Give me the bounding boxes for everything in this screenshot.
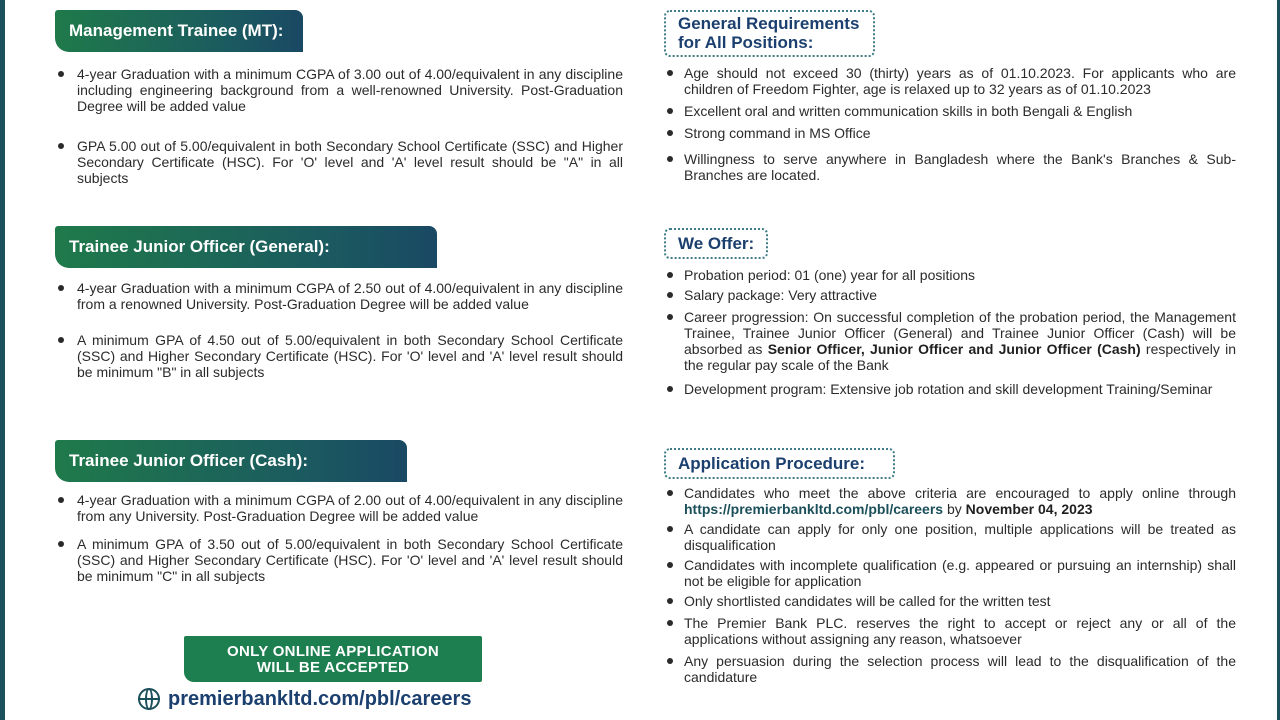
career-text-bold: Senior Officer, Junior Officer and Junior Officer (Cash) [767, 341, 1141, 357]
application-procedure-list [664, 485, 1236, 685]
list-item: Age should not exceed 30 (thirty) years as of 01.10.2023. For applicants who are children of Freedom Fighter, age is relaxed up to 32 years as of 01.10.2023 [664, 65, 1236, 97]
list-item: 4-year Graduation with a minimum CGPA of 2.50 out of 4.00/equivalent in any discipline from a renowned University. Post-Graduation Degree will be added value [55, 280, 623, 312]
list-item: Any persuasion during the selection process will lead to the disqualification of the candidature [664, 653, 1236, 685]
list-item: 4-year Graduation with a minimum CGPA of 2.00 out of 4.00/equivalent in any discipline from any University. Post-Graduation Degree will be added value [55, 492, 623, 524]
list-item: The Premier Bank PLC. reserves the right to accept or reject any or all of the applications without assigning any reason, whatsoever [664, 615, 1236, 647]
website-link[interactable]: premierbankltd.com/pbl/careers [168, 687, 472, 710]
left-border [0, 0, 5, 720]
list-item: Candidates with incomplete qualification (e.g. appeared or pursuing an internship) shall not be eligible for application [664, 557, 1236, 589]
title-line-1: General Requirements [678, 14, 860, 33]
careers-link[interactable]: https://premierbankltd.com/pbl/careers [684, 501, 944, 517]
we-offer-title: We Offer: [664, 228, 768, 259]
tjo-cash-section [55, 440, 623, 584]
tjo-general-section [55, 226, 623, 380]
general-requirements-list [664, 65, 1236, 183]
list-item [664, 485, 1236, 517]
list-item: GPA 5.00 out of 5.00/equivalent in both Secondary School Certificate (SSC) and Higher Secondary Certificate (HSC). For 'O' level and 'A' level result should be "A" in all subjects [55, 138, 623, 186]
mt-section [55, 10, 623, 186]
list-item: Development program: Extensive job rotation and skill development Training/Seminar [664, 381, 1236, 397]
tjo-general-banner: Trainee Junior Officer (General): [55, 226, 431, 268]
list-item: Strong command in MS Office [664, 125, 1236, 141]
mt-banner: Management Trainee (MT): [55, 10, 297, 52]
list-item: A minimum GPA of 3.50 out of 5.00/equivalent in both Secondary School Certificate (SSC) and Higher Secondary Certificate (HSC). For 'O' level and 'A' level result should be minimum "C" in all subjects [55, 536, 623, 584]
list-item: A minimum GPA of 4.50 out of 5.00/equivalent in both Secondary School Certificate (SSC) and Higher Secondary Certificate (HSC). For 'O' level and 'A' level result should be minimum "B" in all subjects [55, 332, 623, 380]
mt-list [55, 66, 623, 186]
list-item: Excellent oral and written communication skills in both Bengali & English [664, 103, 1236, 119]
tjo-general-list [55, 280, 623, 380]
application-procedure-section [664, 448, 1236, 685]
apply-text-mid: by [943, 501, 966, 517]
website-footer[interactable] [138, 686, 471, 712]
tjo-cash-list [55, 492, 623, 584]
list-item: 4-year Graduation with a minimum CGPA of 3.00 out of 4.00/equivalent in any discipline including engineering background from a well-renowned University. Post-Graduation Degree will be added value [55, 66, 623, 114]
cta-line-2: WILL BE ACCEPTED [256, 659, 410, 676]
application-procedure-title: Application Procedure: [664, 448, 895, 479]
career-text-post: respectively in the regular pay scale of the Bank [684, 341, 1236, 373]
title-line-2: for All Positions: [678, 33, 814, 52]
globe-icon [138, 688, 160, 710]
list-item: Probation period: 01 (one) year for all positions [664, 267, 1236, 283]
list-item: Only shortlisted candidates will be called for the written test [664, 593, 1236, 609]
online-only-banner [184, 636, 482, 682]
tjo-cash-banner: Trainee Junior Officer (Cash): [55, 440, 401, 482]
general-requirements-title [664, 10, 875, 57]
career-text-pre: Career progression: On successful completion of the probation period, the Management Trainee, Trainee Junior Officer (General) and Trainee Junior Officer (Cash) will be absorbed as [684, 309, 1236, 357]
list-item [664, 309, 1236, 373]
deadline-date: November 04, 2023 [965, 501, 1093, 517]
apply-text-pre: Candidates who meet the above criteria are encouraged to apply online through [684, 485, 1236, 501]
general-requirements-section [664, 10, 1236, 183]
we-offer-list [664, 267, 1236, 397]
cta-line-1: ONLY ONLINE APPLICATION [227, 643, 439, 660]
we-offer-section [664, 228, 1236, 397]
list-item: Salary package: Very attractive [664, 287, 1236, 303]
list-item: Willingness to serve anywhere in Bangladesh where the Bank's Branches & Sub-Branches are located. [664, 151, 1236, 183]
list-item: A candidate can apply for only one position, multiple applications will be treated as disqualification [664, 521, 1236, 553]
